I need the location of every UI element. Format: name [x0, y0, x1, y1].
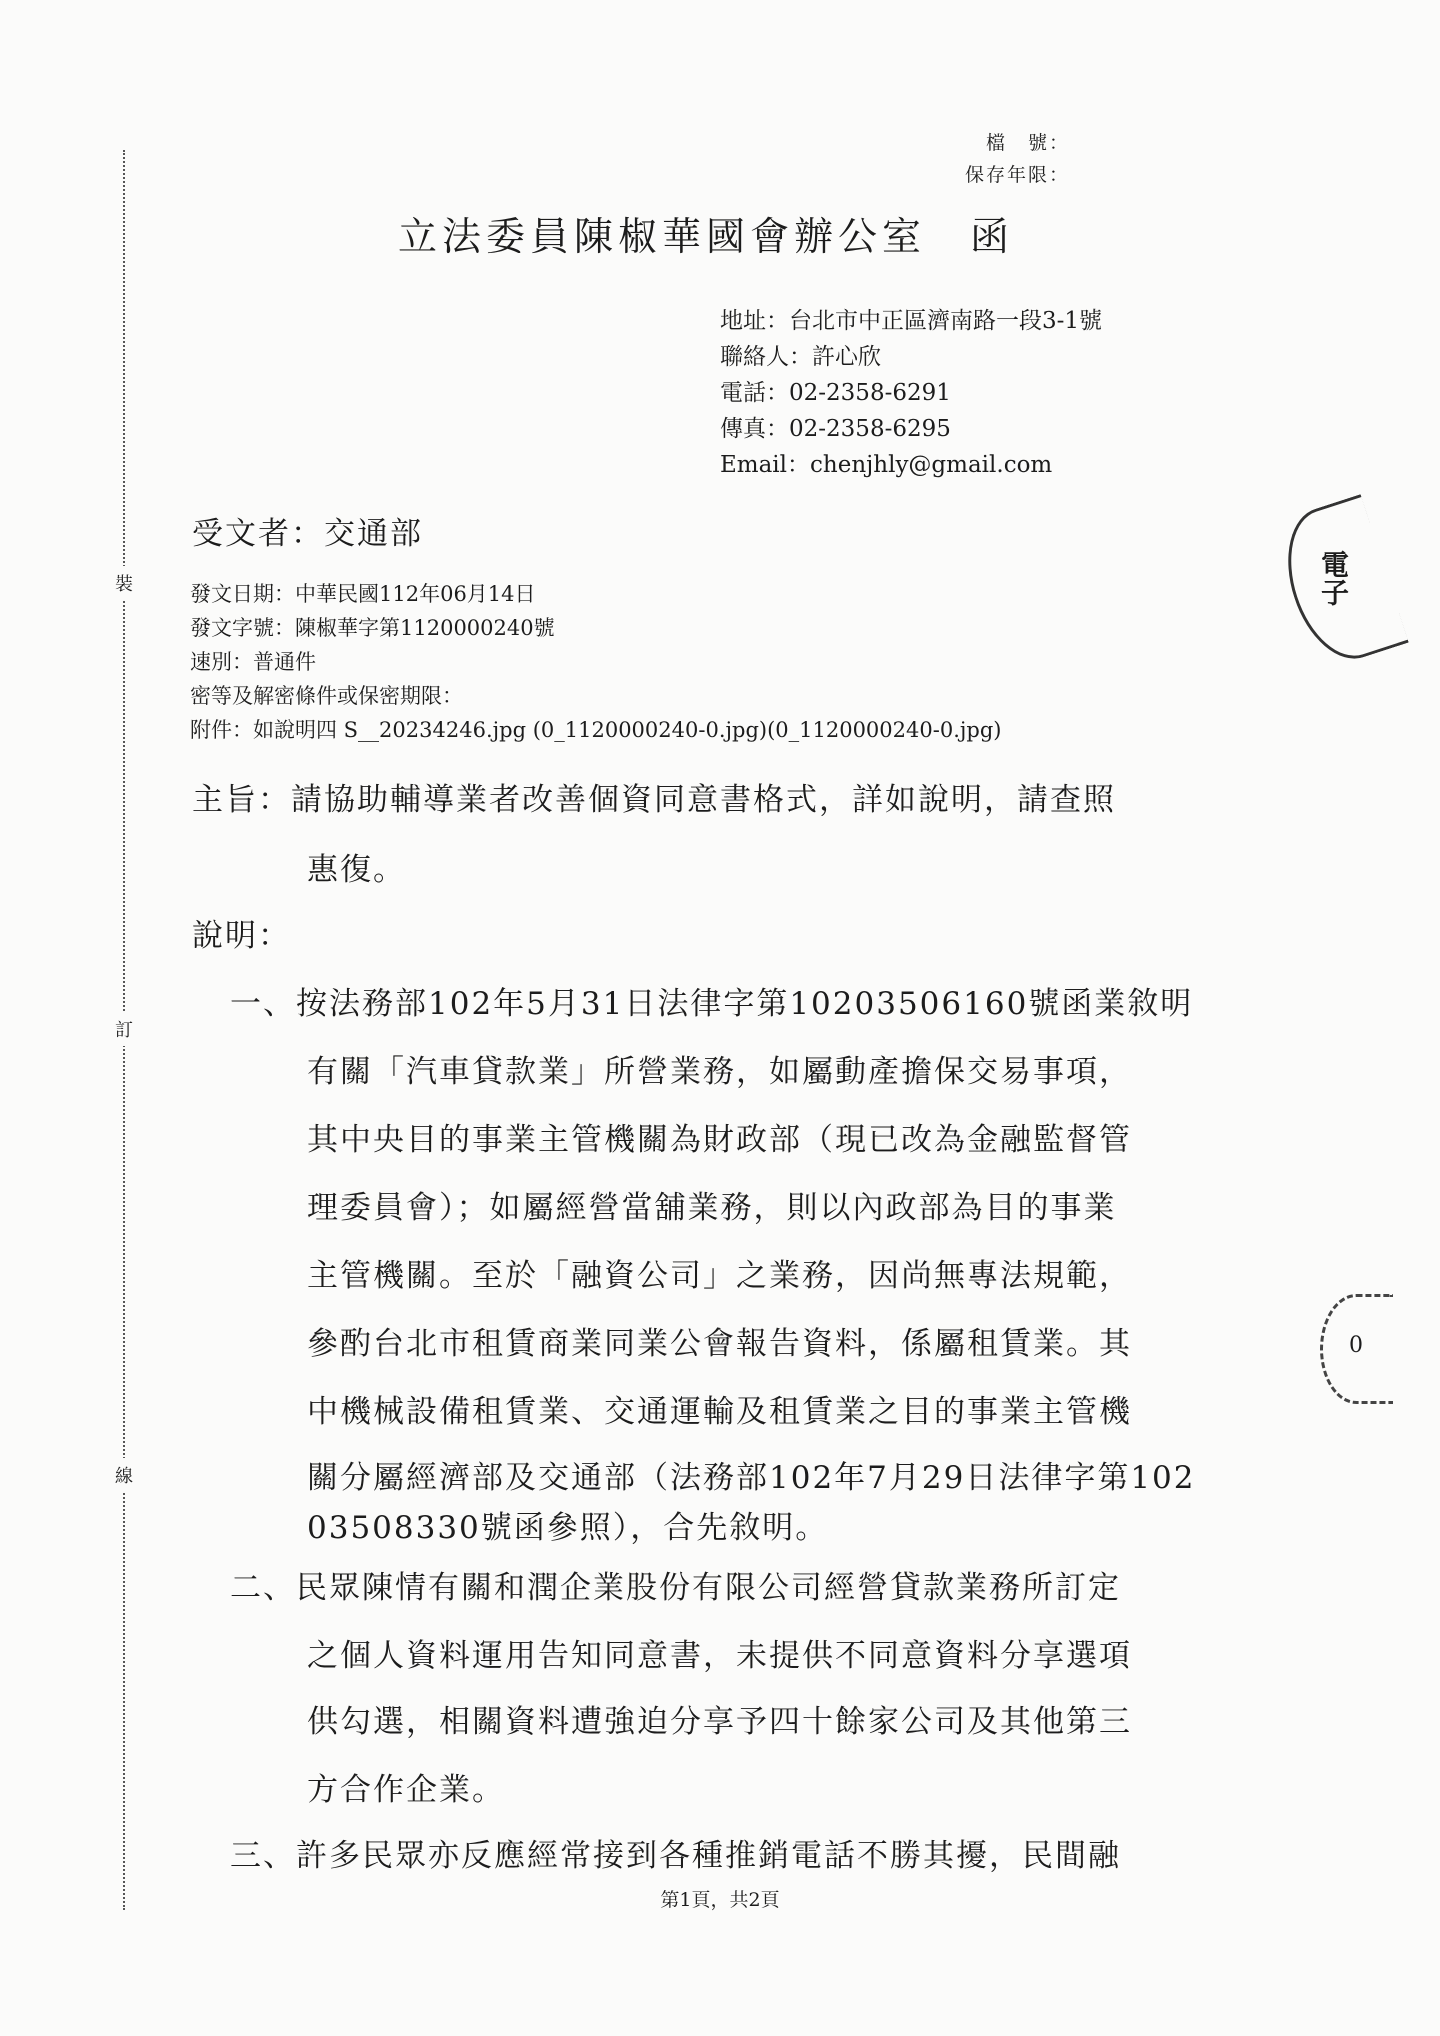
paragraph-1-line: 關分屬經濟部及交通部（法務部102年7月29日法律字第102 — [307, 1460, 1196, 1496]
document-type: 函 — [970, 215, 1015, 260]
seal-stamp-text: 電子 — [1317, 549, 1351, 606]
office-name: 立法委員陳椒華國會辦公室 — [398, 215, 927, 260]
paragraph-1-line: 理委員會）；如屬經營當舖業務，則以內政部為目的事業 — [307, 1190, 1117, 1226]
issue-number: 發文字號：陳椒華字第1120000240號 — [190, 616, 555, 640]
file-number-label: 檔 號： — [985, 132, 1070, 154]
contact-fax: 傳真：02-2358-6295 — [720, 416, 951, 442]
retention-label: 保存年限： — [964, 164, 1070, 186]
contact-address: 地址：台北市中正區濟南路一段3-1號 — [720, 308, 1103, 334]
issue-date: 發文日期：中華民國112年06月14日 — [190, 582, 536, 606]
urgency: 速別：普通件 — [190, 650, 316, 674]
paragraph-1-line: 03508330號函參照），合先敘明。 — [307, 1510, 829, 1546]
contact-email: Email：chenjhly@gmail.com — [720, 452, 1053, 478]
paragraph-1-head: 一、按法務部102年5月31日法律字第10203506160號函業敘明 — [230, 986, 1194, 1022]
confidentiality: 密等及解密條件或保密期限： — [190, 684, 463, 708]
paragraph-1-line: 中機械設備租賃業、交通運輸及租賃業之目的事業主管機 — [307, 1394, 1132, 1430]
perforation-stamp-text: 0 — [1349, 1333, 1363, 1358]
explanation-heading: 說明： — [192, 918, 291, 954]
paragraph-2-line: 方合作企業。 — [307, 1772, 505, 1808]
paragraph-1-line: 主管機關。至於「融資公司」之業務，因尚無專法規範， — [307, 1258, 1132, 1294]
seal-stamp — [1270, 494, 1409, 672]
paragraph-1-line: 其中央目的事業主管機關為財政部（現已改為金融監督管 — [307, 1122, 1132, 1158]
contact-person: 聯絡人：許心欣 — [720, 344, 881, 370]
paragraph-1-line: 參酌台北市租賃商業同業公會報告資料，係屬租賃業。其 — [307, 1326, 1132, 1362]
paragraph-2-line: 之個人資料運用告知同意書，未提供不同意資料分享選項 — [307, 1638, 1132, 1674]
binding-char-xian: 線 — [112, 1458, 136, 1492]
subject-line-1: 主旨：請協助輔導業者改善個資同意書格式，詳如說明，請查照 — [192, 782, 1116, 818]
paragraph-1-line: 有關「汽車貸款業」所營業務，如屬動產擔保交易事項， — [307, 1054, 1132, 1090]
paragraph-3-head: 三、許多民眾亦反應經常接到各種推銷電話不勝其擾，民間融 — [230, 1838, 1121, 1874]
contact-phone: 電話：02-2358-6291 — [720, 380, 951, 406]
paragraph-2-head: 二、民眾陳情有關和潤企業股份有限公司經營貸款業務所訂定 — [230, 1570, 1121, 1606]
binding-char-zhuang: 裝 — [112, 566, 136, 600]
paragraph-2-line: 供勾選，相關資料遭強迫分享予四十餘家公司及其他第三 — [307, 1704, 1132, 1740]
binding-char-ding: 訂 — [112, 1012, 136, 1046]
document-title — [398, 206, 1014, 262]
subject-line-2: 惠復。 — [307, 852, 406, 888]
page-number: 第1頁，共2頁 — [660, 1889, 780, 1911]
attachments: 附件：如說明四 S__20234246.jpg (0_1120000240-0.jpg)(0_1120000240-0.jpg) — [190, 718, 1002, 742]
perforation-stamp — [1320, 1294, 1393, 1404]
recipient: 受文者：交通部 — [192, 516, 423, 552]
